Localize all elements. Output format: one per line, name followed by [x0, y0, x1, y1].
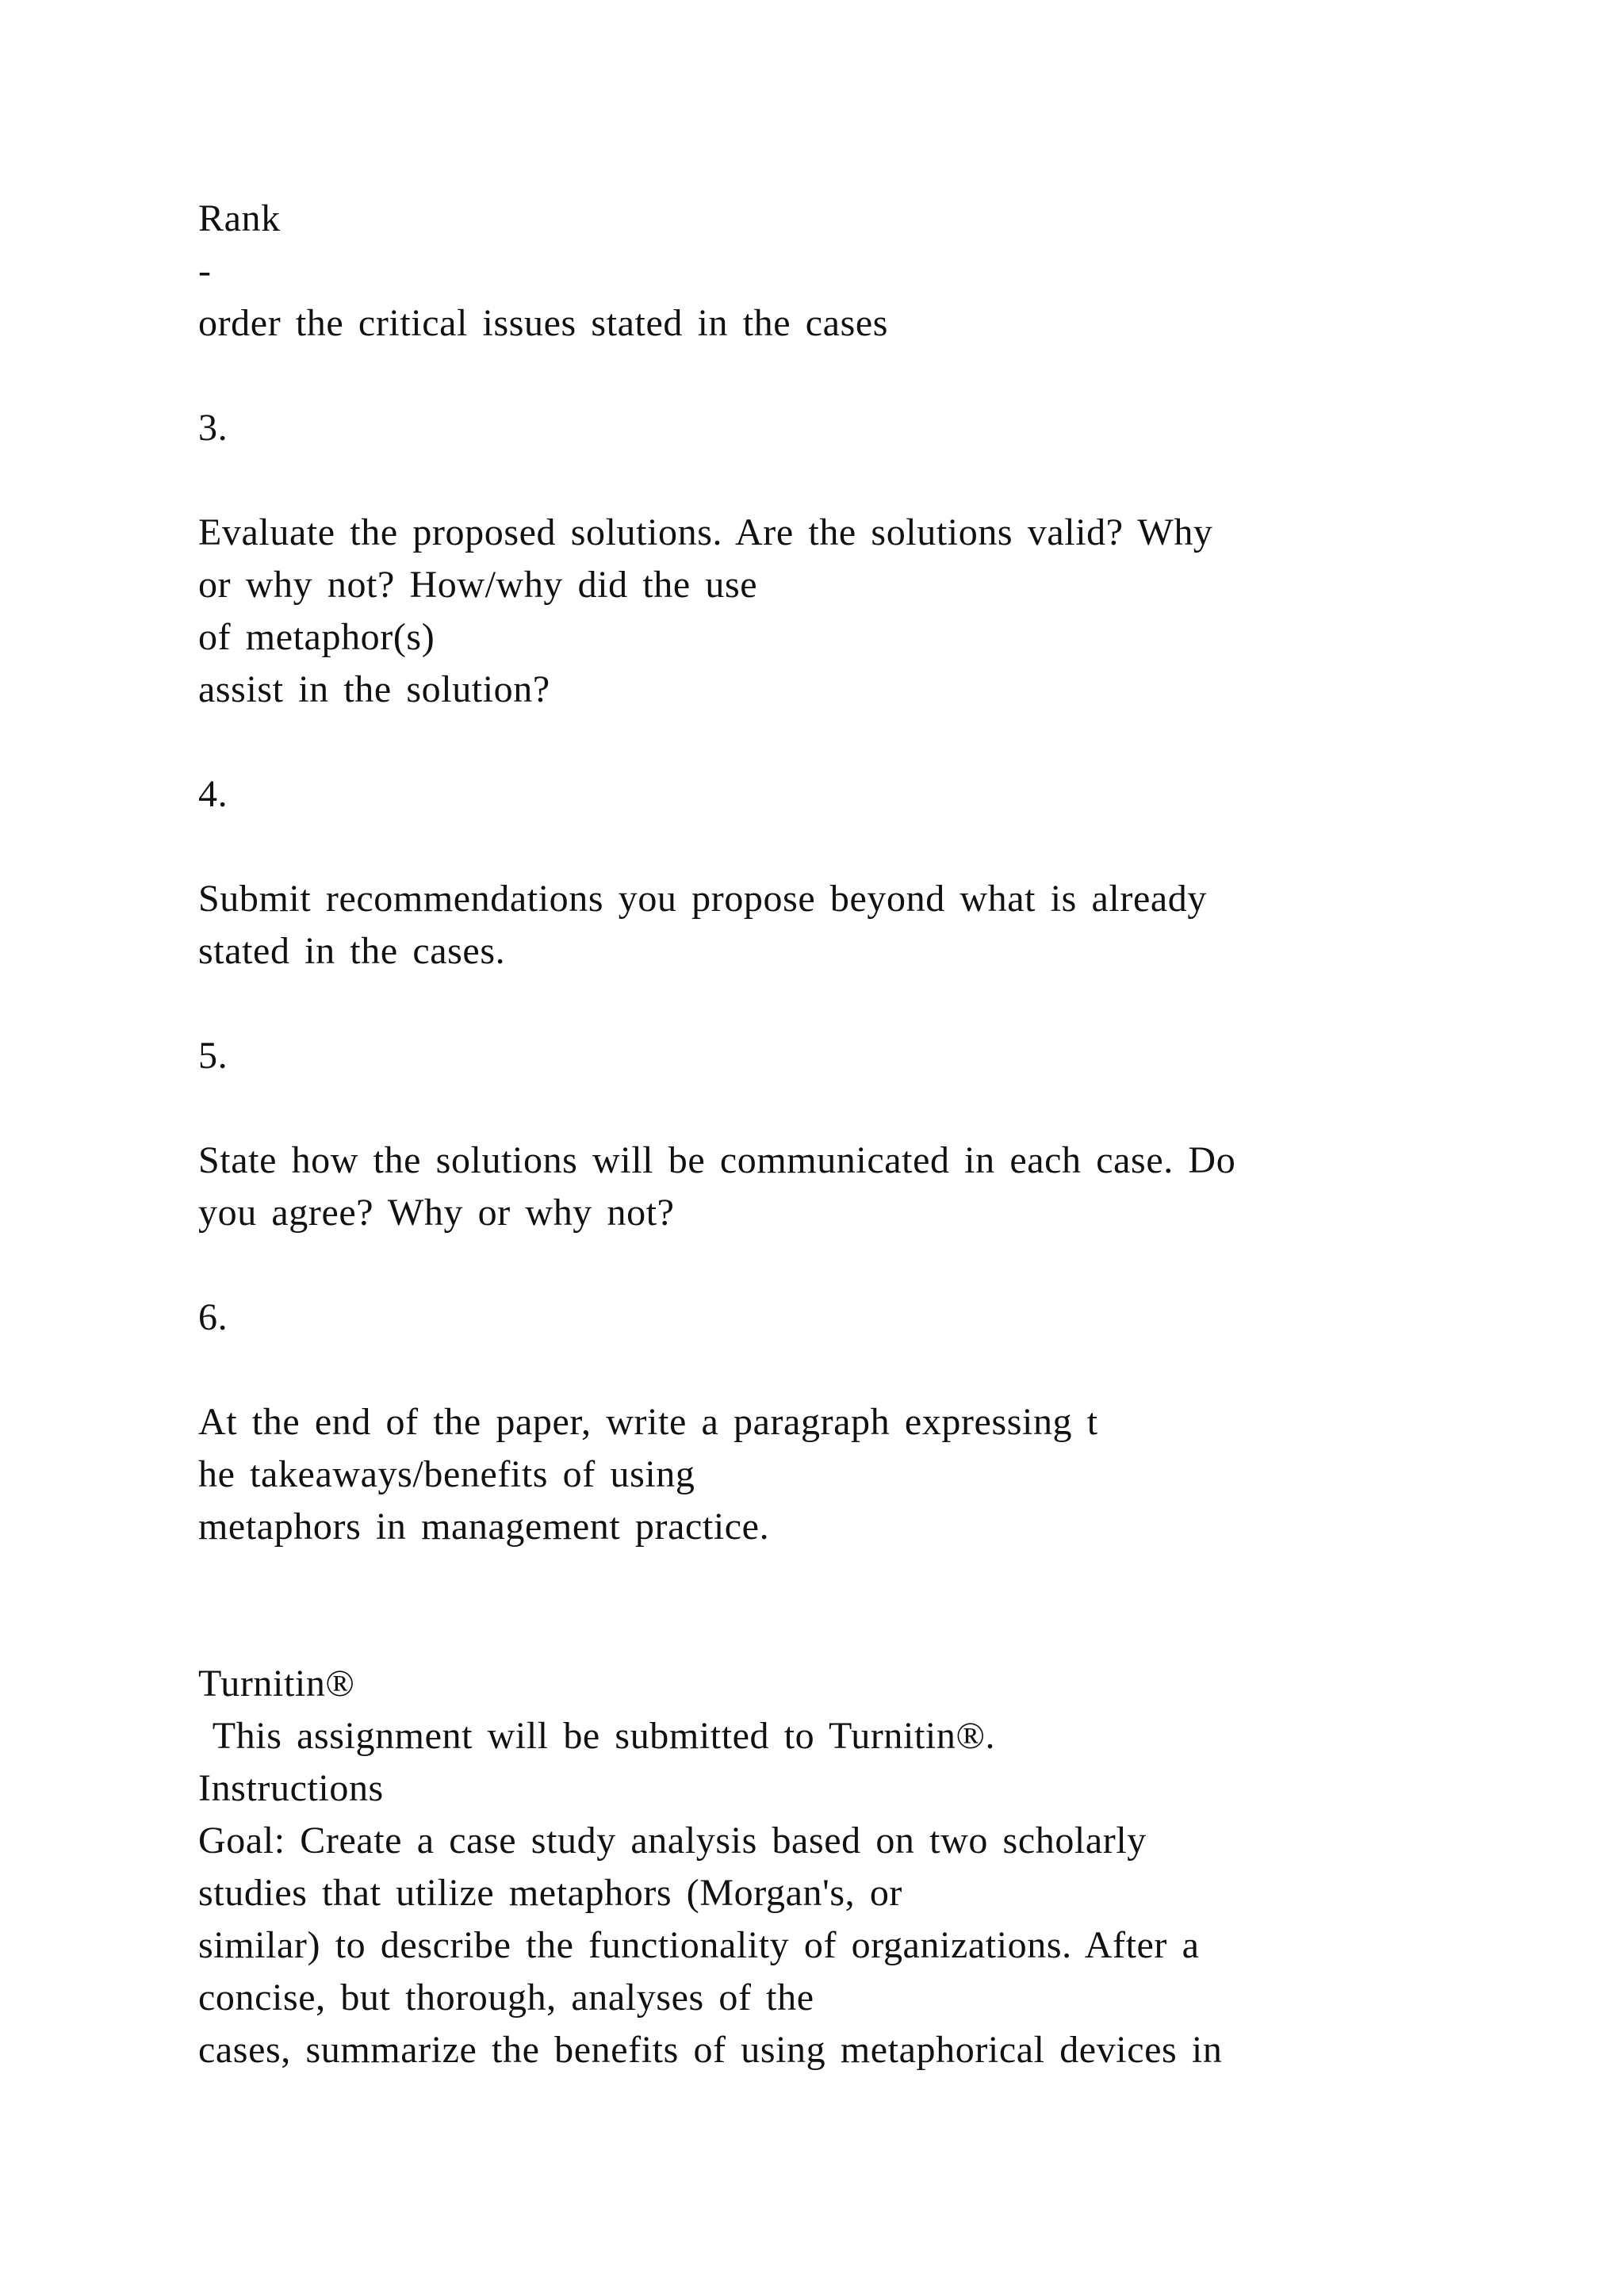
text-line: Rank [198, 197, 281, 239]
text-line: order the critical issues stated in the cases [198, 302, 889, 344]
text-line: This assignment will be submitted to Turnitin®. [198, 1715, 996, 1757]
text-line: At the end of the paper, write a paragraph expressing t [198, 1401, 1098, 1443]
text-line: you agree? Why or why not? [198, 1192, 675, 1234]
text-line: metaphors in management practice. [198, 1506, 770, 1548]
text-line: similar) to describe the functionality of organizations. After a [198, 1924, 1200, 1966]
text-line: Submit recommendations you propose beyond what is already [198, 878, 1207, 920]
text-line: he takeaways/benefits of using [198, 1453, 695, 1495]
text-line: Evaluate the proposed solutions. Are the solutions valid? Why [198, 511, 1213, 553]
list-number: 5. [198, 1035, 228, 1077]
text-line: State how the solutions will be communicated in each case. Do [198, 1139, 1236, 1181]
text-line: stated in the cases. [198, 930, 506, 972]
text-line: studies that utilize metaphors (Morgan's, or [198, 1872, 903, 1914]
text-line: - [198, 250, 212, 292]
list-number: 6. [198, 1296, 228, 1338]
text-line: assist in the solution? [198, 668, 550, 710]
list-number: 4. [198, 773, 228, 815]
text-line: concise, but thorough, analyses of the [198, 1976, 814, 2019]
list-number: 3. [198, 407, 228, 449]
text-line: or why not? How/why did the use [198, 564, 758, 606]
section-heading: Instructions [198, 1767, 384, 1809]
section-heading: Turnitin® [198, 1663, 355, 1705]
text-line: of metaphor(s) [198, 616, 435, 658]
text-line: cases, summarize the benefits of using metaphorical devices in [198, 2029, 1223, 2071]
text-line: Goal: Create a case study analysis based on two scholarly [198, 1820, 1147, 1862]
